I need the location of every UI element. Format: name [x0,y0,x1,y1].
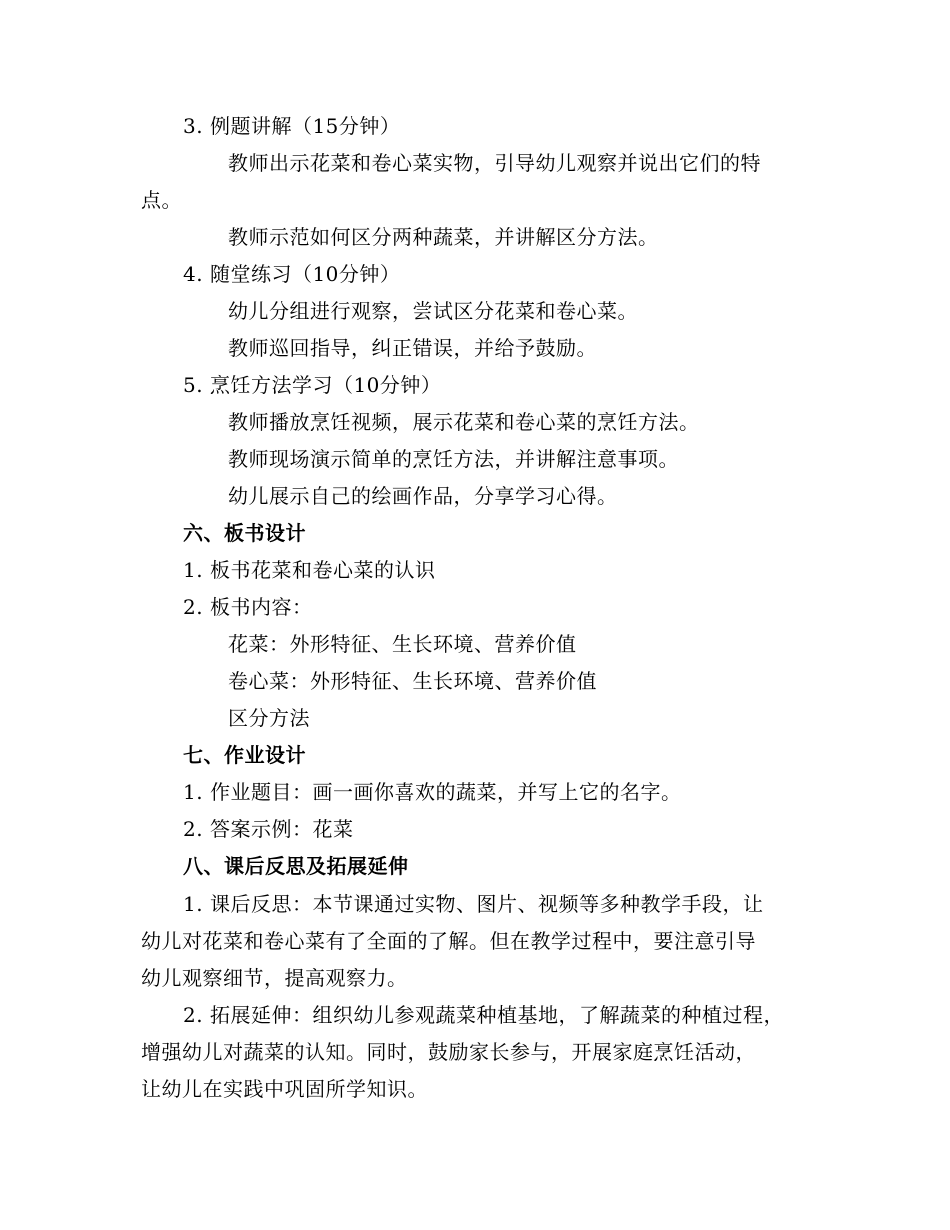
paragraph-line: 花菜：外形特征、生长环境、营养价值 [228,632,577,656]
paragraph-line: 区分方法 [228,706,310,730]
paragraph-line: 幼儿分组进行观察，尝试区分花菜和卷心菜。 [228,299,638,323]
section-item-3-heading: 3. 例题讲解（15分钟） [183,114,401,138]
paragraph-line: 教师出示花菜和卷心菜实物，引导幼儿观察并说出它们的特 [228,151,761,175]
section-heading-homework: 七、作业设计 [183,743,306,767]
list-item: 2. 答案示例：花菜 [183,817,354,841]
paragraph-line: 教师播放烹饪视频，展示花菜和卷心菜的烹饪方法。 [228,410,700,434]
paragraph-line: 教师巡回指导，纠正错误，并给予鼓励。 [228,336,597,360]
paragraph-line: 点。 [141,188,182,212]
paragraph-line: 1. 课后反思：本节课通过实物、图片、视频等多种教学手段，让 [183,892,764,916]
paragraph-line: 卷心菜：外形特征、生长环境、营养价值 [228,669,597,693]
list-item: 2. 板书内容： [183,595,313,619]
list-item: 1. 板书花菜和卷心菜的认识 [183,558,436,582]
section-heading-board-design: 六、板书设计 [183,521,306,545]
paragraph-line: 幼儿对花菜和卷心菜有了全面的了解。但在教学过程中，要注意引导 [141,929,756,953]
paragraph-line: 幼儿展示自己的绘画作品，分享学习心得。 [228,484,618,508]
list-item: 1. 作业题目：画一画你喜欢的蔬菜，并写上它的名字。 [183,780,682,804]
section-heading-reflection: 八、课后反思及拓展延伸 [183,854,409,878]
paragraph-line: 教师示范如何区分两种蔬菜，并讲解区分方法。 [228,225,659,249]
paragraph-line: 幼儿观察细节，提高观察力。 [141,966,408,990]
section-item-5-heading: 5. 烹饪方法学习（10分钟） [183,373,442,397]
paragraph-line: 增强幼儿对蔬菜的认知。同时，鼓励家长参与，开展家庭烹饪活动， [141,1040,756,1064]
paragraph-line: 让幼儿在实践中巩固所学知识。 [141,1077,428,1101]
paragraph-line: 教师现场演示简单的烹饪方法，并讲解注意事项。 [228,447,679,471]
section-item-4-heading: 4. 随堂练习（10分钟） [183,262,401,286]
paragraph-line: 2. 拓展延伸：组织幼儿参观蔬菜种植基地，了解蔬菜的种植过程， [183,1003,784,1027]
